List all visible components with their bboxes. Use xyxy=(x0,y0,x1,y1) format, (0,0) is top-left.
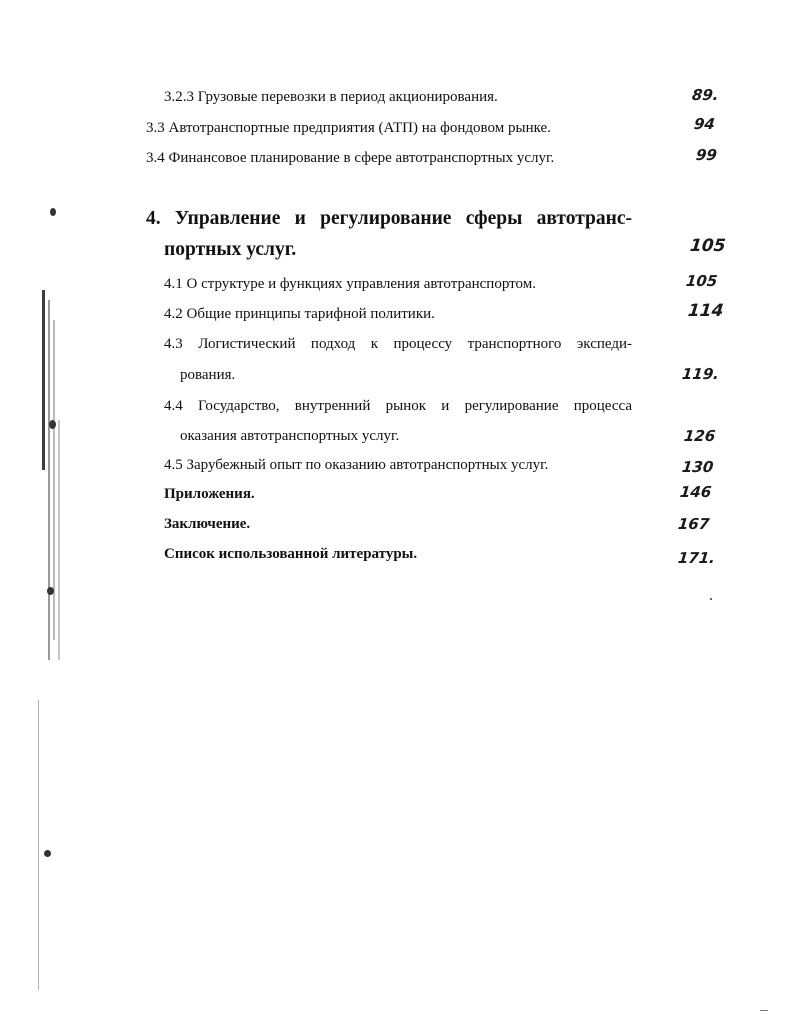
toc-page-number: 94 xyxy=(693,115,716,133)
scan-speck xyxy=(47,587,54,595)
toc-entry-bibliography: Список использованной литературы. xyxy=(164,546,418,562)
toc-entry-4-4-line1: 4.4 Государство, внутренний рынок и регулирование процесса xyxy=(164,398,632,414)
scan-speck xyxy=(49,420,56,429)
toc-page-number: 167 xyxy=(677,515,711,533)
toc-entry-4-1: 4.1 О структуре и функциях управления автотранспортом. xyxy=(164,276,536,292)
scan-streak xyxy=(58,420,60,660)
toc-page-number: 114 xyxy=(686,301,725,321)
scan-speck xyxy=(50,208,56,216)
scan-streak xyxy=(38,700,39,990)
toc-entry-4-5: 4.5 Зарубежный опыт по оказанию автотранспортных услуг. xyxy=(164,457,549,473)
toc-page-number: 99 xyxy=(695,146,718,164)
toc-entry-4-3-line1: 4.3 Логистический подход к процессу транспортного экспеди- xyxy=(164,336,632,352)
toc-entry-appendices: Приложения. xyxy=(164,486,255,502)
toc-page-number: 126 xyxy=(683,427,717,445)
toc-entry-3-4: 3.4 Финансовое планирование в сфере автотранспортных услуг. xyxy=(146,150,555,166)
toc-page-number: 105 xyxy=(685,272,719,290)
scan-streak xyxy=(48,300,50,660)
scan-speck xyxy=(44,850,51,857)
toc-page-number: 89. xyxy=(691,86,720,104)
toc-entry-conclusion: Заключение. xyxy=(164,516,251,532)
toc-entry-3-2-3: 3.2.3 Грузовые перевозки в период акционирования. xyxy=(164,89,498,105)
toc-entry-4-3-line2: рования. xyxy=(180,367,236,383)
toc-chapter-4-title-line2: портных услуг. xyxy=(164,239,297,260)
scan-speck xyxy=(760,1010,768,1011)
scan-streak xyxy=(42,290,45,470)
toc-page-number: 105 xyxy=(688,236,727,256)
toc-chapter-4-title-line1: 4. Управление и регулирование сферы автотранс- xyxy=(146,208,632,229)
toc-page-number: 130 xyxy=(681,458,715,476)
toc-entry-4-2: 4.2 Общие принципы тарифной политики. xyxy=(164,306,435,322)
toc-page-number: 171. xyxy=(677,549,716,567)
toc-page-number: 119. xyxy=(681,365,720,383)
toc-entry-3-3: 3.3 Автотранспортные предприятия (АТП) на фондовом рынке. xyxy=(146,120,551,136)
toc-page-number: 146 xyxy=(679,483,713,501)
toc-entry-4-4-line2: оказания автотранспортных услуг. xyxy=(180,428,400,444)
scan-speck xyxy=(710,598,712,600)
